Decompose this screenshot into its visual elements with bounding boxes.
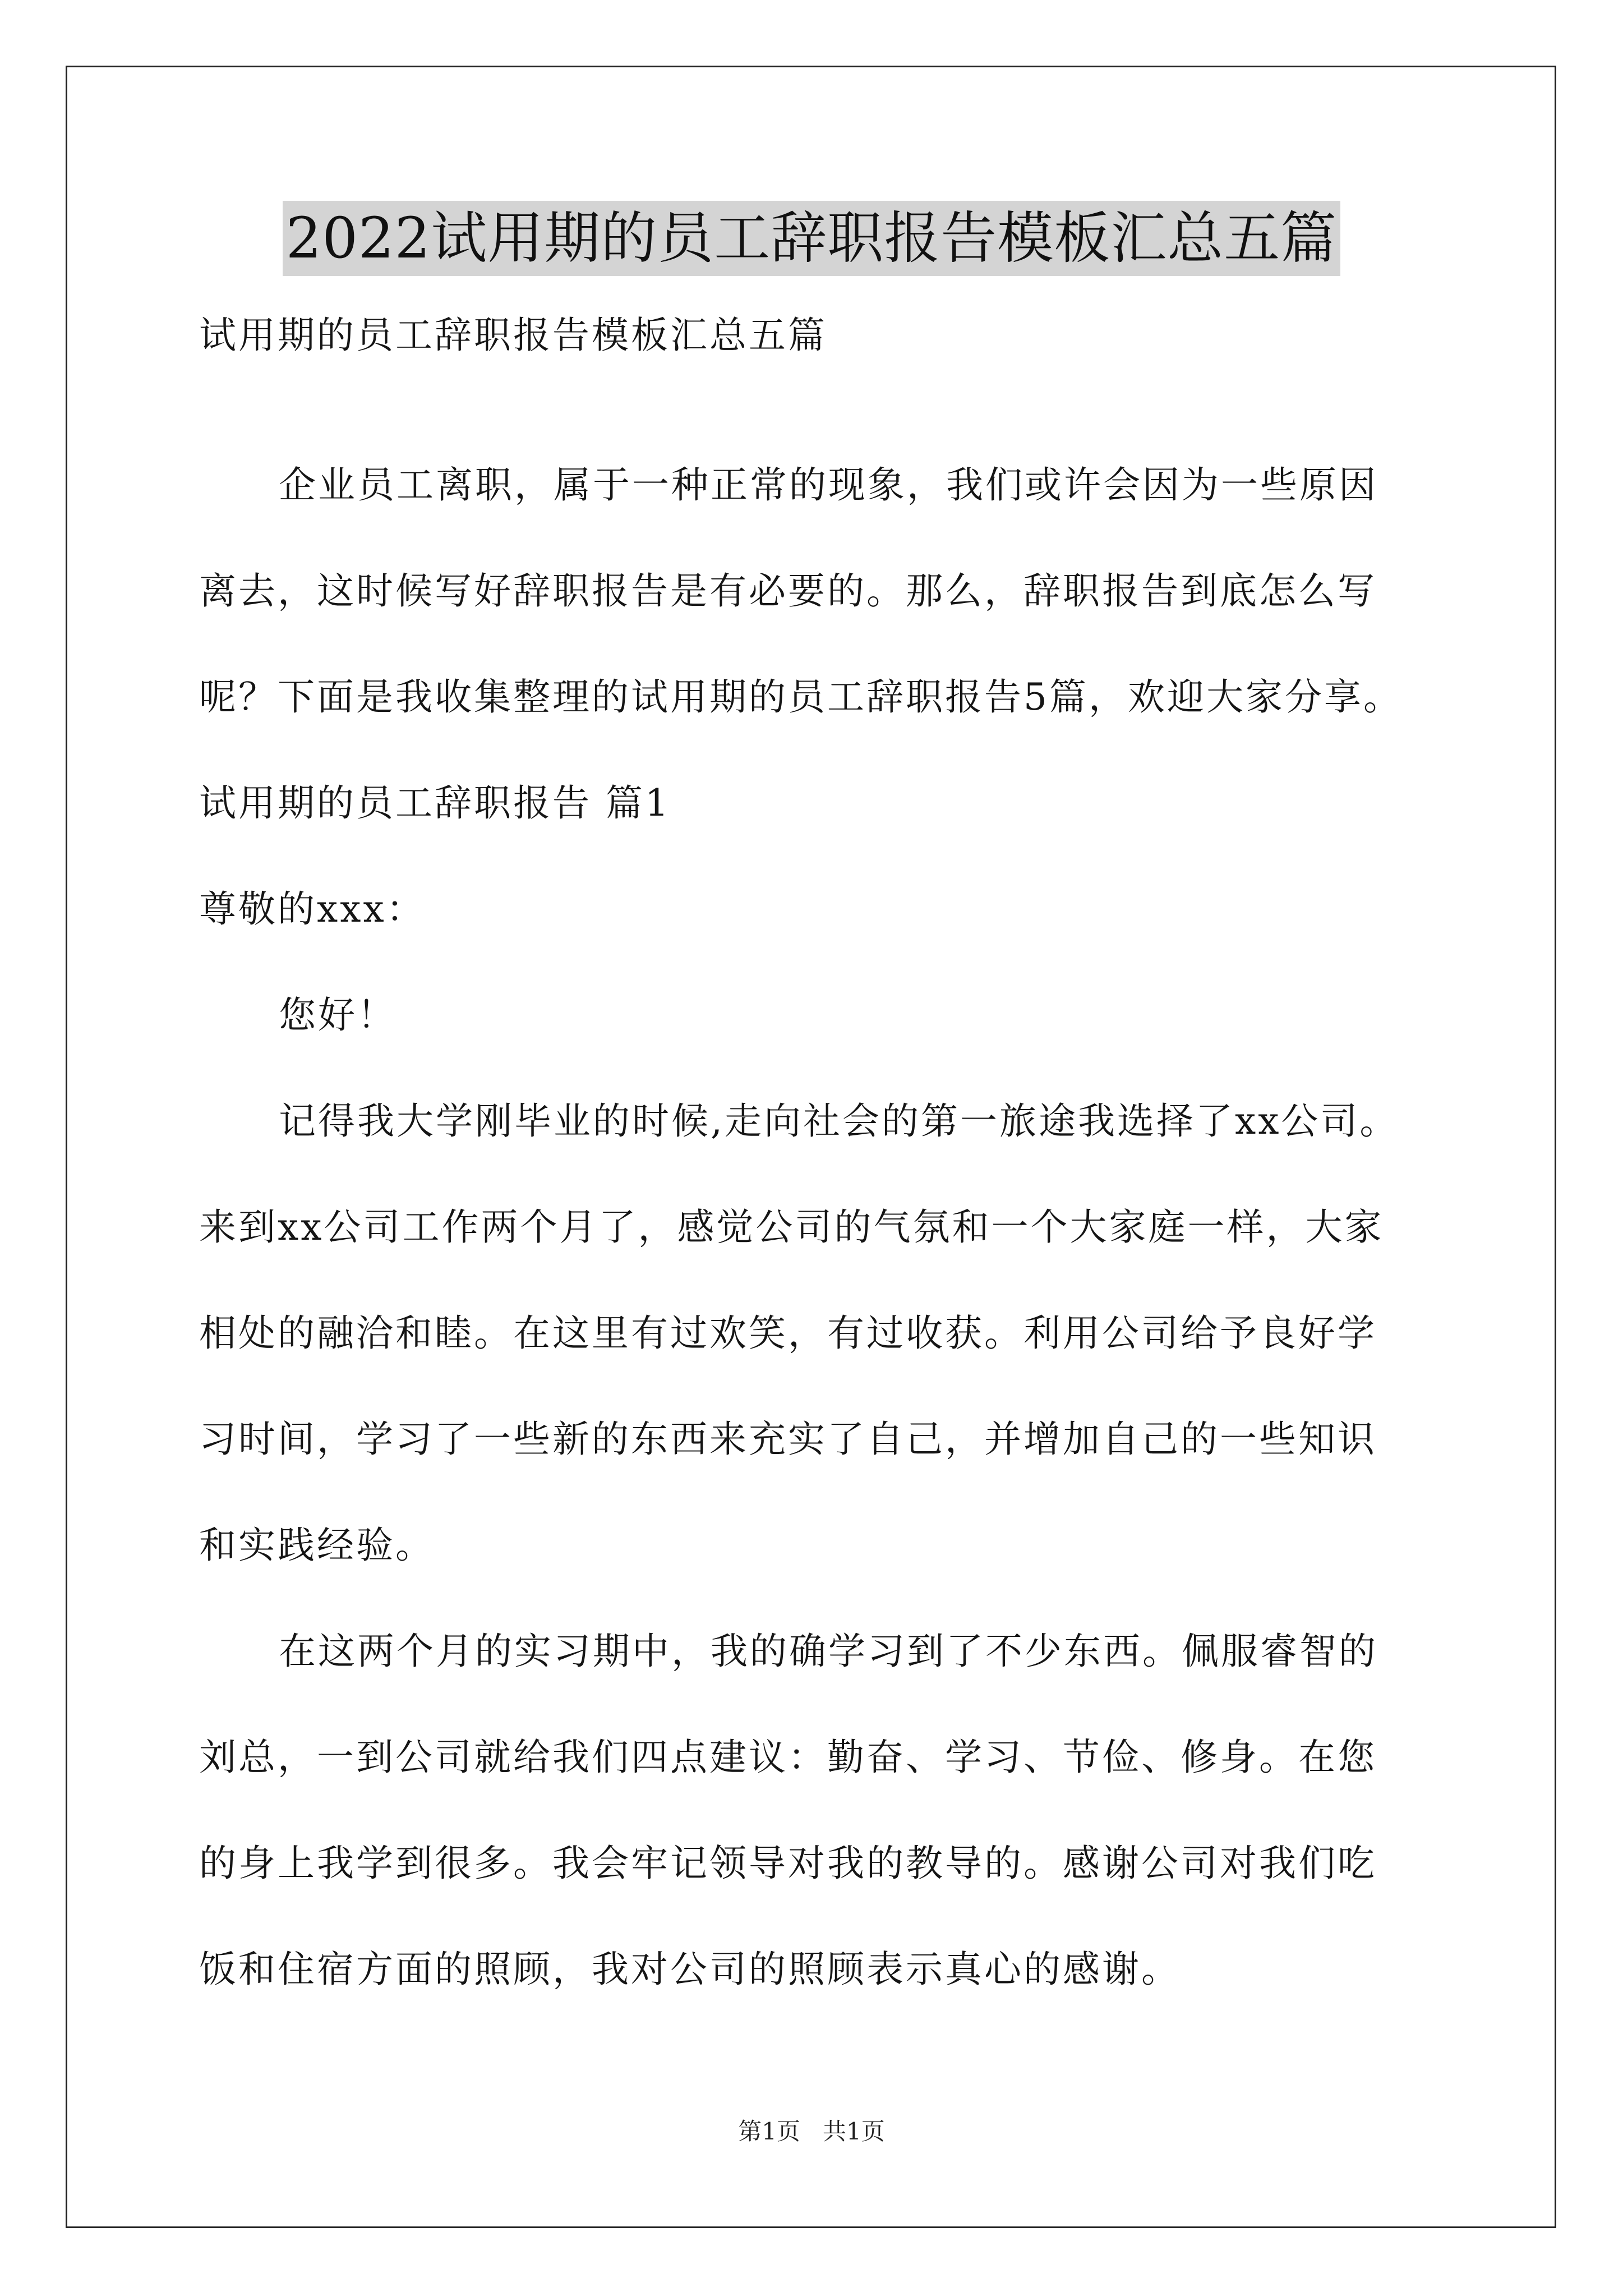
paragraph-line: 习时间，学习了一些新的东西来充实了自己，并增加自己的一些知识 bbox=[199, 1418, 1377, 1461]
page-number-label: 第1页 共1页 bbox=[738, 2118, 885, 2145]
paragraph-line: 饭和住宿方面的照顾，我对公司的照顾表示真心的感谢。 bbox=[199, 1948, 1181, 1991]
paragraph-line: 相处的融洽和睦。在这里有过欢笑，有过收获。利用公司给予良好学 bbox=[199, 1312, 1377, 1355]
title-container bbox=[0, 201, 1623, 276]
paragraph-line: 和实践经验。 bbox=[199, 1524, 435, 1567]
paragraph-line: 在这两个月的实习期中，我的确学习到了不少东西。佩服睿智的 bbox=[279, 1630, 1378, 1673]
page-footer bbox=[0, 2115, 1623, 2148]
page-border bbox=[66, 66, 1556, 2228]
greeting: 您好！ bbox=[279, 993, 396, 1037]
paragraph-line: 离去，这时候写好辞职报告是有必要的。那么，辞职报告到底怎么写 bbox=[199, 569, 1377, 613]
section-heading: 试用期的员工辞职报告 篇1 bbox=[199, 781, 671, 825]
paragraph-line: 呢？下面是我收集整理的试用期的员工辞职报告5篇，欢迎大家分享。 bbox=[199, 675, 1403, 719]
paragraph-line: 刘总，一到公司就给我们四点建议：勤奋、学习、节俭、修身。在您 bbox=[199, 1736, 1377, 1779]
paragraph-line: 企业员工离职，属于一种正常的现象，我们或许会因为一些原因 bbox=[279, 463, 1378, 507]
document-title: 2022试用期的员工辞职报告模板汇总五篇 bbox=[283, 201, 1341, 276]
paragraph-line: 记得我大学刚毕业的时候,走向社会的第一旅途我选择了xx公司。 bbox=[279, 1099, 1399, 1143]
paragraph-line: 来到xx公司工作两个月了，感觉公司的气氛和一个大家庭一样，大家 bbox=[199, 1205, 1384, 1249]
salutation: 尊敬的xxx： bbox=[199, 887, 426, 931]
paragraph-line: 的身上我学到很多。我会牢记领导对我的教导的。感谢公司对我们吃 bbox=[199, 1842, 1377, 1885]
document-subtitle-line: 试用期的员工辞职报告模板汇总五篇 bbox=[199, 314, 827, 357]
